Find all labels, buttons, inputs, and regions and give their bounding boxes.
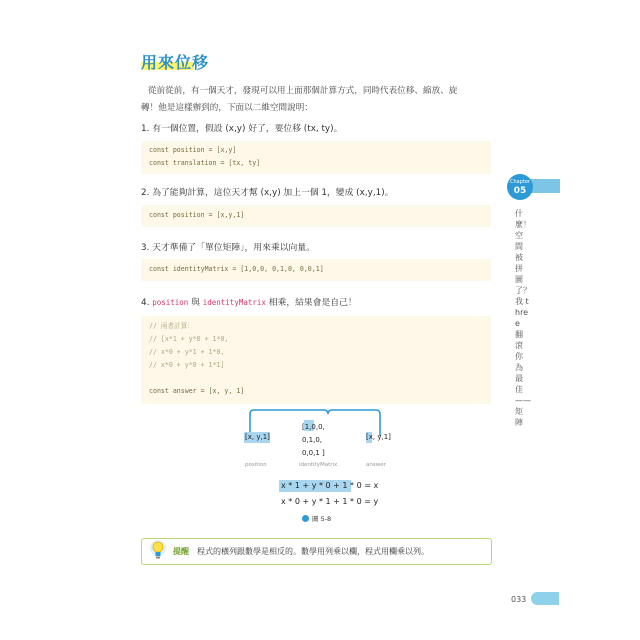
identity-matrix (302, 421, 325, 460)
lightbulb-icon (148, 537, 168, 565)
intro-paragraph (141, 83, 493, 117)
step-4-mid: 與 (188, 298, 203, 308)
step-3: 3. 天才準備了「單位矩陣」，用來乘以向量。 (141, 243, 315, 253)
code-line: const position = [x,y,1] (149, 211, 245, 219)
matrix-row: 0,1,0, (302, 436, 323, 444)
intro-line-1: 從前從前，有一個天才，發現可以用上面那個計算方式，同時代表位移、縮放、旋 (148, 86, 458, 96)
step-4 (141, 295, 357, 308)
code-block-3 (141, 259, 491, 281)
code-line: const identityMatrix = [1,0,0, 0,1,0, 0,0,1] (149, 265, 324, 273)
label-position: position (245, 462, 267, 468)
page-number: 033 (511, 595, 527, 604)
intro-line-2: 轉！他是這樣辦到的，下面以二維空間說明： (141, 103, 313, 113)
code-line: const answer = [x, y, 1] (149, 387, 245, 395)
right-vector: [x, y,1] (366, 433, 391, 441)
code-line: const translation = [tx, ty] (149, 159, 261, 167)
matrix-row: 0,0,1 ] (302, 449, 325, 457)
figure-icon (302, 515, 309, 522)
chapter-word: Chapter (510, 179, 530, 185)
tip-text: 程式的橫列跟數學是相反的。數學用列乘以欄，程式用欄乘以列。 (197, 547, 429, 556)
code-line: const position = [x,y] (149, 146, 237, 154)
chapter-badge (507, 174, 533, 200)
code-comment: // 兩者計算： (149, 322, 194, 330)
step-4-prefix: 4. (141, 298, 153, 308)
formula-x: x * 1 + y * 0 + 1 * 0 = x (281, 481, 379, 490)
chapter-title: 什麼！空間被拼圖了？我 three 翻滾你為最佳——矩陣 (515, 209, 531, 427)
figure-caption (302, 514, 331, 523)
code-blank (149, 372, 483, 385)
left-vector: [x, y,1] (245, 433, 270, 441)
code-comment: // x*0 + y*1 + 1*0, (149, 348, 225, 356)
step-2: 2. 為了能夠計算，這位天才幫 (x,y) 加上一個 1，變成 (x,y,1)。 (141, 188, 394, 198)
label-answer: answer (366, 462, 386, 468)
code-block-2 (141, 205, 491, 227)
code-block-1 (141, 141, 491, 174)
section-title: 用來位移 (141, 53, 210, 72)
page-tab (531, 592, 559, 605)
chapter-number: 05 (513, 186, 527, 196)
code-comment: // x*0 + y*0 + 1*1] (149, 361, 225, 369)
step-1: 1. 有一個位置，假設 (x,y) 好了，要位移 (tx, ty)。 (141, 124, 343, 134)
tip-label: 提醒 (173, 547, 189, 556)
formula-y: x * 0 + y * 1 + 1 * 0 = y (281, 497, 379, 506)
inline-code-position: position (152, 298, 189, 307)
label-identity-matrix: identityMatrix (299, 462, 338, 468)
step-4-suffix: 相乘，結果會是自己！ (265, 298, 357, 308)
code-comment: // [x*1 + y*0 + 1*0, (149, 335, 229, 343)
code-block-4 (141, 316, 491, 404)
figure-caption-text: 圖 5-8 (312, 515, 332, 523)
matrix-row: [1,0,0, (302, 423, 325, 431)
inline-code-identity: identityMatrix (202, 298, 266, 307)
